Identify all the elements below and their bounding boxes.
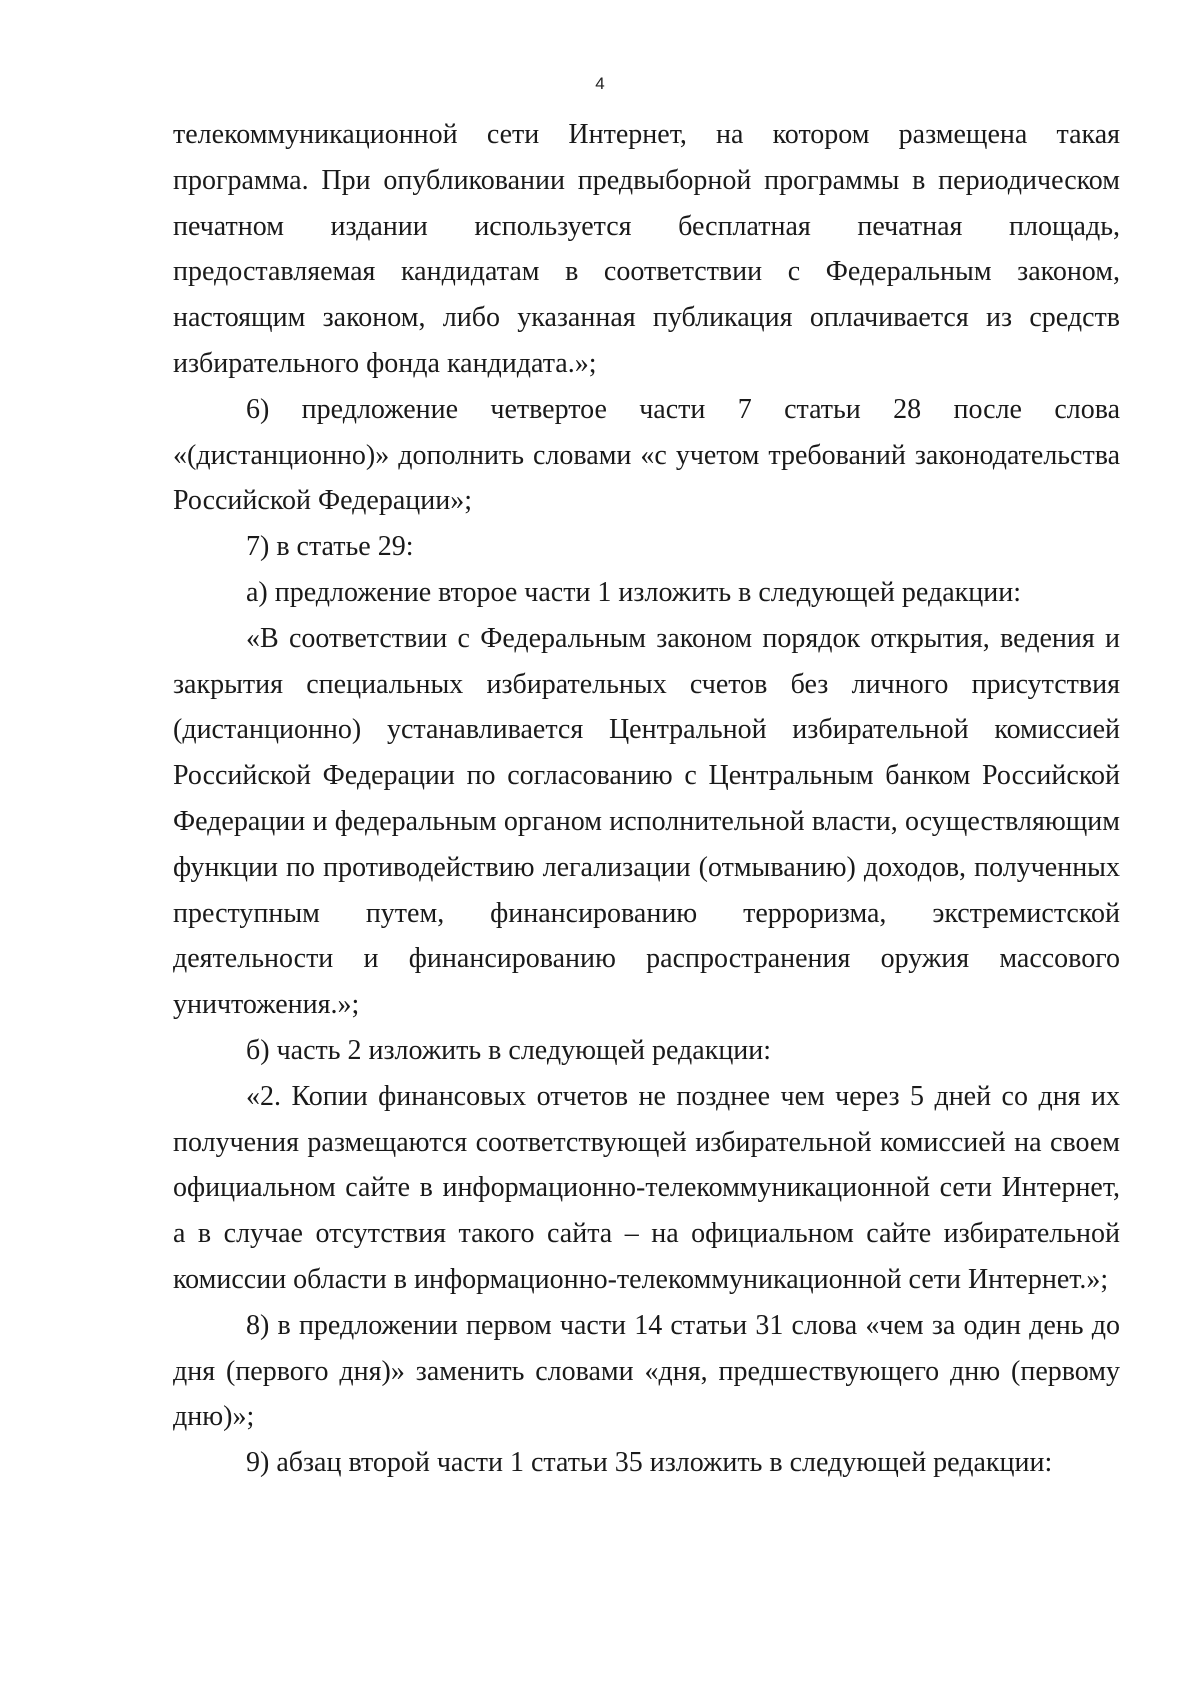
paragraph-quote-part-2: «2. Копии финансовых отчетов не позднее чем через 5 дней со дня их получения размещаются соответствующей избирательной комиссией на своем официальном сайте в информационно-телекоммуникационной сети Интернет, а в случае отсутствия такого сайта – на официальном сайте избирательной комиссии области в информационно-телекоммуникационной сети Интернет.»; [173, 1080, 1120, 1295]
paragraph-item-6: 6) предложение четвертое части 7 статьи 28 после слова «(дистанционно)» дополнить словами «с учетом требований законодательства Российской Федерации»; [173, 393, 1120, 517]
paragraph-quote-part-1: «В соответствии с Федеральным законом порядок открытия, ведения и закрытия специальных избирательных счетов без личного присутствия (дистанционно) устанавливается Центральной избирательной комиссией Российской Федерации по согласованию с Центральным банком Российской Федерации и федеральным органом исполнительной власти, осуществляющим функции по противодействию легализации (отмыванию) доходов, полученных преступным путем, финансированию терроризма, экстремистской деятельности и финансированию распространения оружия массового уничтожения.»; [173, 622, 1120, 1021]
paragraph-continuation: телекоммуникационной сети Интернет, на котором размещена такая программа. При опубликовании предвыборной программы в периодическом печатном издании используется бесплатная печатная площадь, предоставляемая кандидатам в соответствии с Федеральным законом, настоящим законом, либо указанная публикация оплачивается из средств избирательного фонда кандидата.»; [173, 119, 1120, 379]
document-body [173, 112, 1120, 1486]
page-number: 4 [595, 74, 605, 93]
paragraph-item-8: 8) в предложении первом части 14 статьи 31 слова «чем за один день до дня (первого дня)» заменить словами «дня, предшествующего дню (первому дню)»; [173, 1309, 1120, 1433]
paragraph-item-7: 7) в статье 29: [246, 531, 414, 563]
paragraph-subitem-a: а) предложение второе части 1 изложить в следующей редакции: [246, 576, 1021, 608]
paragraph-item-9: 9) абзац второй части 1 статьи 35 изложить в следующей редакции: [246, 1447, 1053, 1479]
paragraph-subitem-b: б) часть 2 изложить в следующей редакции: [246, 1034, 772, 1066]
